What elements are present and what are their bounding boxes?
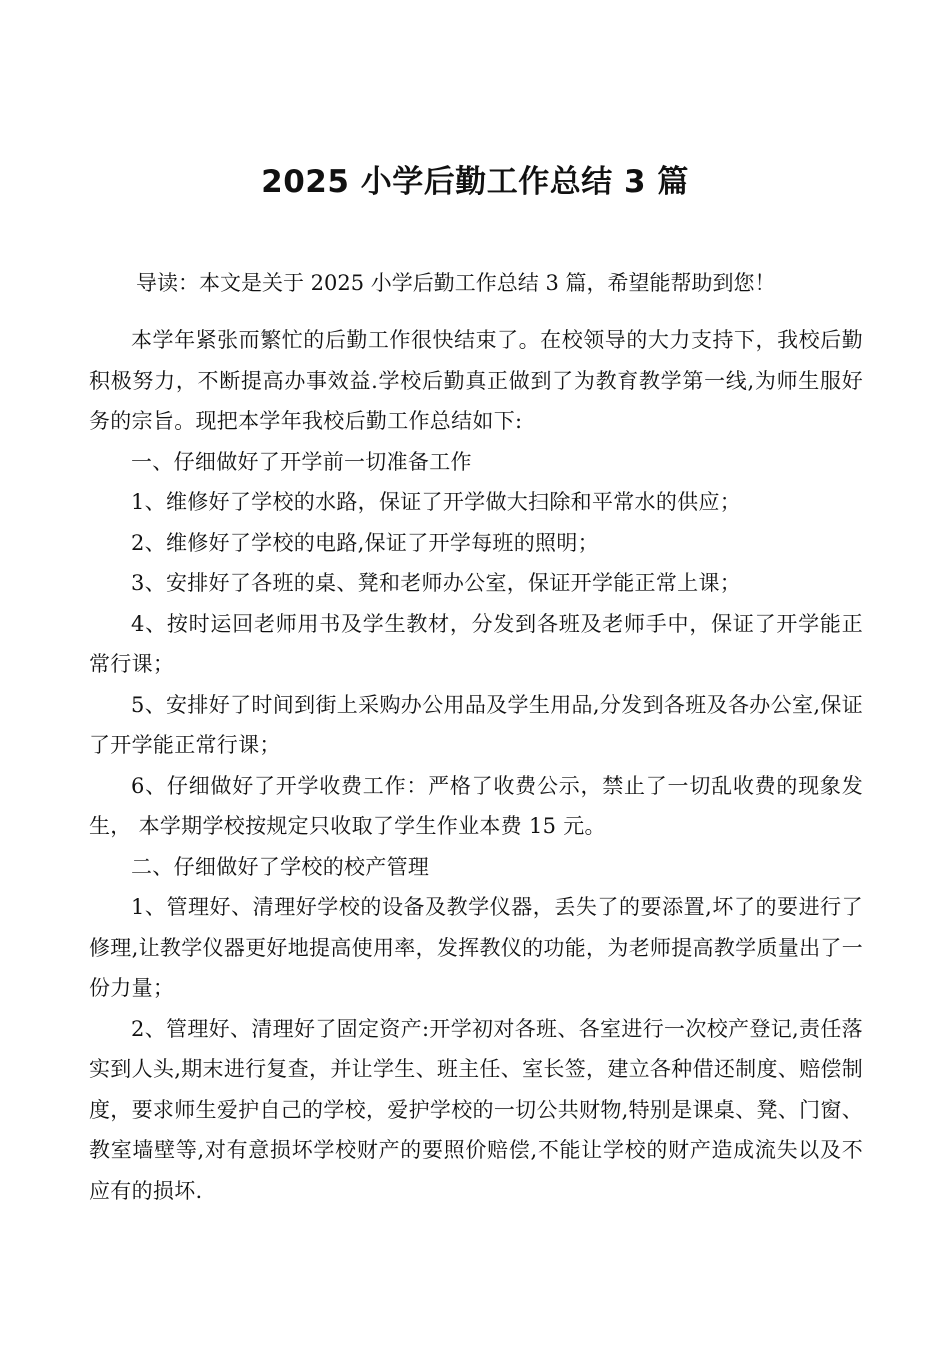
section-heading: 二、仔细做好了学校的校产管理: [131, 854, 430, 879]
list-item: 3、安排好了各班的桌、凳和老师办公室，保证开学能正常上课；: [131, 571, 742, 595]
body-paragraph: 本学年紧张而繁忙的后勤工作很快结束了。在校领导的大力支持下，我校后勤积极努力，不断提高办事效益.学校后勤真正做到了为教育教学第一线,为师生服好务的宗旨。现把本学年我校后勤工作总结如下:: [89, 328, 863, 433]
section-heading: 一、仔细做好了开学前一切准备工作: [131, 449, 472, 474]
list-item: 2、维修好了学校的电路,保证了开学每班的照明；: [131, 530, 599, 555]
document-body: [89, 320, 863, 1211]
list-item: 5、安排好了时间到街上采购办公用品及学生用品,分发到各班及各办公室,保证了开学能正常行课；: [89, 692, 863, 757]
document-title: 2025 小学后勤工作总结 3 篇: [261, 164, 689, 200]
list-item: 1、维修好了学校的水路，保证了开学做大扫除和平常水的供应；: [131, 490, 742, 514]
intro-paragraph: 导读：本文是关于 2025 小学后勤工作总结 3 篇，希望能帮助到您！: [136, 271, 776, 295]
list-item: 1、管理好、清理好学校的设备及教学仪器，丢失了的要添置,坏了的要进行了修理,让教学仪器更好地提高使用率，发挥教仪的功能，为老师提高教学质量出了一份力量；: [89, 895, 863, 1000]
list-item: 4、按时运回老师用书及学生教材，分发到各班及老师手中，保证了开学能正常行课；: [89, 611, 863, 676]
list-item: 2、管理好、清理好了固定资产:开学初对各班、各室进行一次校产登记,责任落实到人头,期末进行复查，并让学生、班主任、室长签，建立各种借还制度、赔偿制度，要求师生爱护自己的学校，爱护学校的一切公共财物,特别是课桌、凳、门窗、教室墙壁等,对有意损坏学校财产的要照价赔偿,不能让学校的财产造成流失以及不应有的损坏.: [89, 1016, 863, 1203]
list-item: 6、仔细做好了开学收费工作：严格了收费公示，禁止了一切乱收费的现象发生， 本学期学校按规定只收取了学生作业本费 15 元。: [89, 773, 863, 838]
